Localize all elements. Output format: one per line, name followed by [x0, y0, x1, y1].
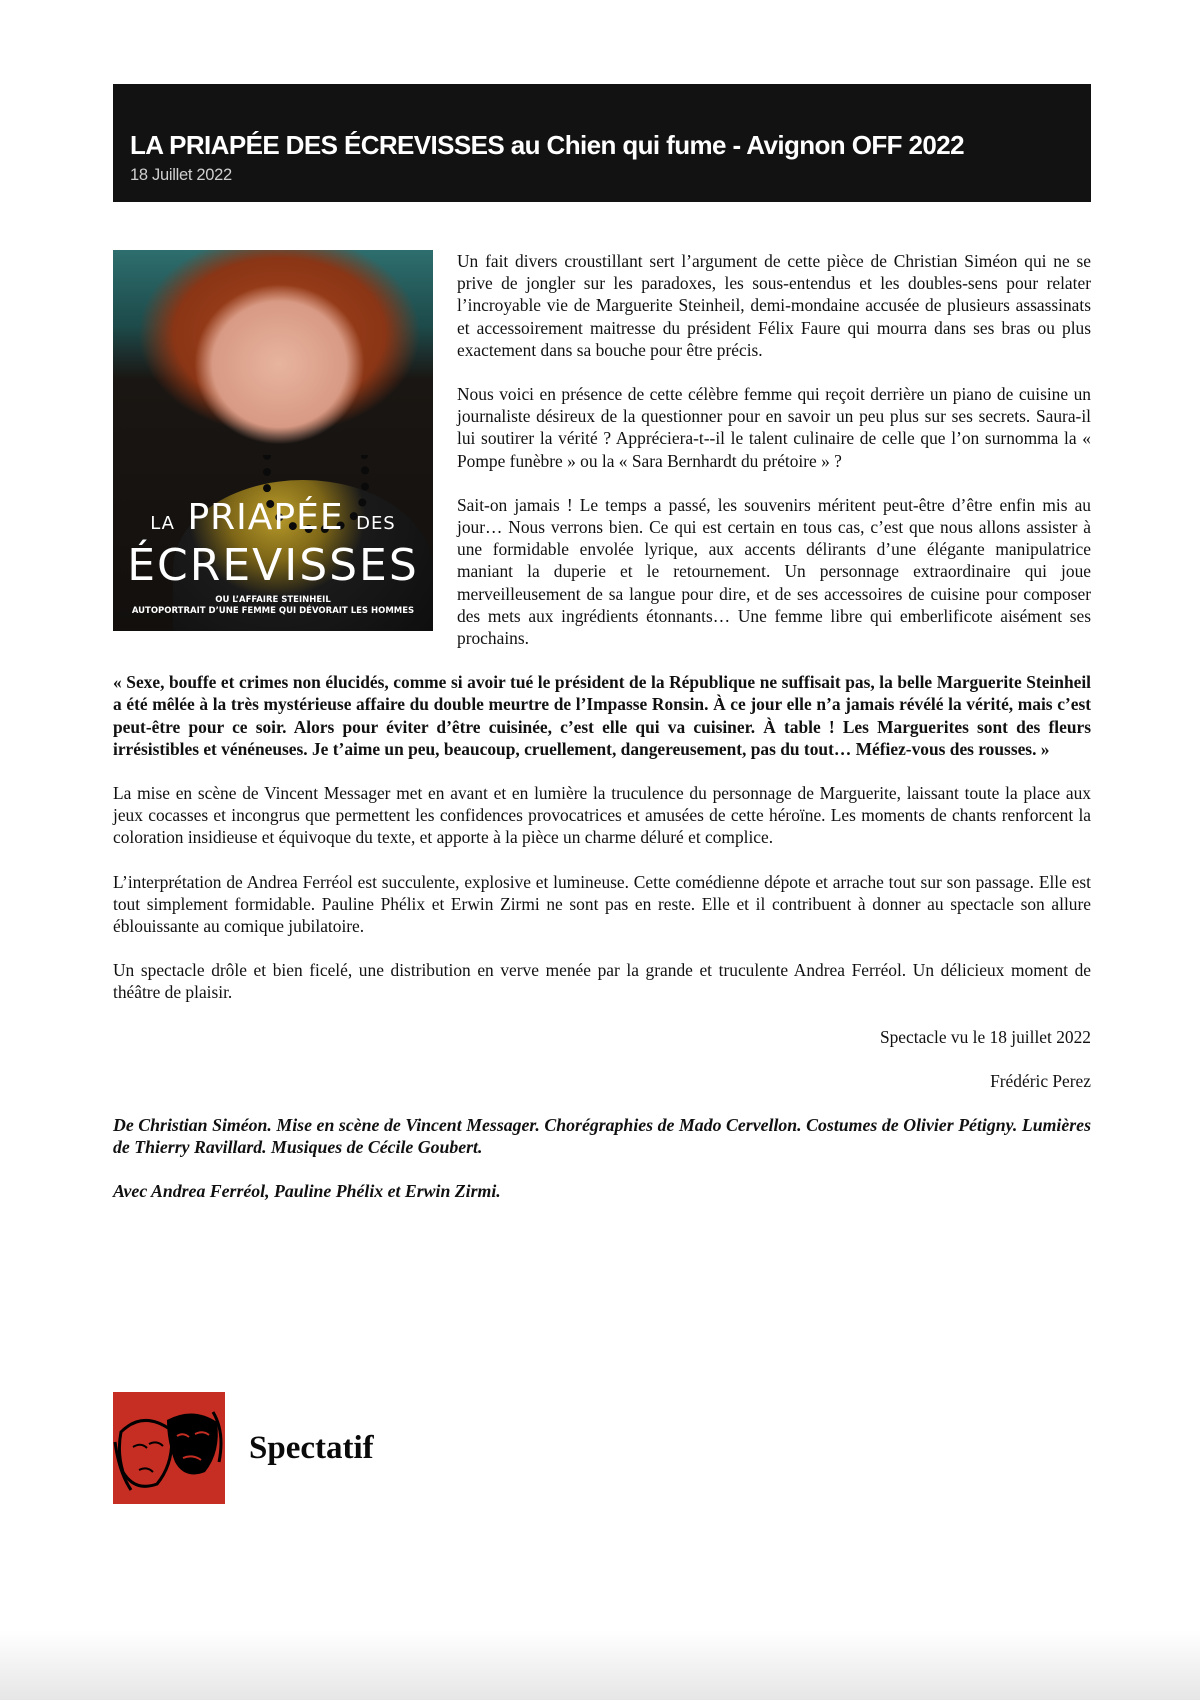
poster-title: LA PRIAPÉE DES ÉCREVISSES OU L’AFFAIRE STEINHEIL AUTOPORTRAIT D’UNE FEMME QUI DÉVORAIT LES HOMMES: [113, 499, 433, 617]
article-paragraph: Sait-on jamais ! Le temps a passé, les souvenirs méritent peut-être d’être enfin mis au jour… Nous verrons bien. Ce qui est certain en tous cas, c’est que nous allons assister à une formidable envolée lyrique, aux accents délirants d’une élégante manipulatrice maniant la duperie et le retournement. Un personnage extraordinaire qui joue merveilleusement de sa langue pour dire, et de ses accessoires de cuisine pour composer des mets aux ingrédients étonnants… Une femme libre qui emberlificote aisément ses prochains.: [457, 494, 1091, 649]
production-credits: De Christian Siméon. Mise en scène de Vincent Messager. Chorégraphies de Mado Cervellon. Costumes de Olivier Pétigny. Lumières de Thierry Ravillard. Musiques de Cécile Goubert.: [113, 1115, 1091, 1158]
author-name: Frédéric Perez: [990, 1070, 1091, 1091]
article-header: [113, 84, 1091, 202]
poster-subtitle: OU L’AFFAIRE STEINHEIL: [215, 595, 331, 605]
publication-signature: [113, 1392, 374, 1504]
article-title: LA PRIAPÉE DES ÉCREVISSES au Chien qui fume - Avignon OFF 2022: [130, 130, 964, 160]
article-paragraph: La mise en scène de Vincent Messager met en avant et en lumière la truculence du personnage de Marguerite, laissant toute la place aux jeux cocasses et incongrus que permettent les confidences provocatrices et amusées de cette héroïne. Les moments de chants renforcent la coloration insidieuse et équivoque du texte, et apporte à la pièce un charme déluré et complice.: [113, 783, 1091, 848]
poster-tagline: AUTOPORTRAIT D’UNE FEMME QUI DÉVORAIT LES HOMMES: [131, 606, 415, 616]
publication-name: Spectatif: [249, 1429, 374, 1466]
article-paragraph: Nous voici en présence de cette célèbre femme qui reçoit derrière un piano de cuisine un journaliste désireux de la questionner pour en savoir un peu plus sur ses secrets. Saura-il lui soutirer la vérité ? Appréciera-t--il le talent culinaire de celle que l’on surnomma la « Pompe funèbre » ou la « Sara Bernhardt du prétoire » ?: [457, 384, 1091, 471]
seen-date: Spectacle vu le 18 juillet 2022: [879, 1026, 1091, 1047]
article-paragraph: Un spectacle drôle et bien ficelé, une distribution en verve menée par la grande et truculente Andrea Ferréol. Un délicieux moment de théâtre de plaisir.: [113, 960, 1091, 1003]
article-paragraph: L’interprétation de Andrea Ferréol est succulente, explosive et lumineuse. Cette comédienne dépote et arrache tout sur son passage. Elle est tout simplement formidable. Pauline Phélix et Erwin Zirmi ne sont pas en reste. Elle et il contribuent à donner au spectacle son allure éblouissante au comique jubilatoire.: [113, 871, 1091, 937]
pull-quote: « Sexe, bouffe et crimes non élucidés, comme si avoir tué le président de la République ne suffisait pas, la belle Marguerite Steinheil a été mêlée à la très mystérieuse affaire du double meurtre de l’Impasse Ronsin. À ce jour elle n’a jamais révélé la vérité, mais c’est peut-être pour ce soir. Alors pour éviter d’être cuisinée, c’est elle qui va cuisiner. À table ! Les Marguerites sont des fleurs irrésistibles et vénéneuses. Je t’aime un peu, beaucoup, cruellement, dangereusement, pas du tout… Méfiez-vous des rousses. »: [113, 672, 1091, 759]
show-poster-image: [113, 250, 433, 631]
theater-masks-icon: [113, 1392, 225, 1504]
article-body: [113, 250, 1091, 1224]
article-paragraph: Un fait divers croustillant sert l’argument de cette pièce de Christian Siméon qui ne se prive de jongler sur les paradoxes, les sous-entendus et les doubles-sens pour relater l’incroyable vie de Marguerite Steinheil, demi-mondaine accusée de plusieurs assassinats et accessoirement maitresse du président Félix Faure qui mourra dans ses bras ou plus exactement dans sa bouche pour être précis.: [457, 251, 1091, 360]
article-date: 18 Juillet 2022: [130, 166, 232, 184]
cast-list: Avec Andrea Ferréol, Pauline Phélix et Erwin Zirmi.: [113, 1181, 501, 1202]
